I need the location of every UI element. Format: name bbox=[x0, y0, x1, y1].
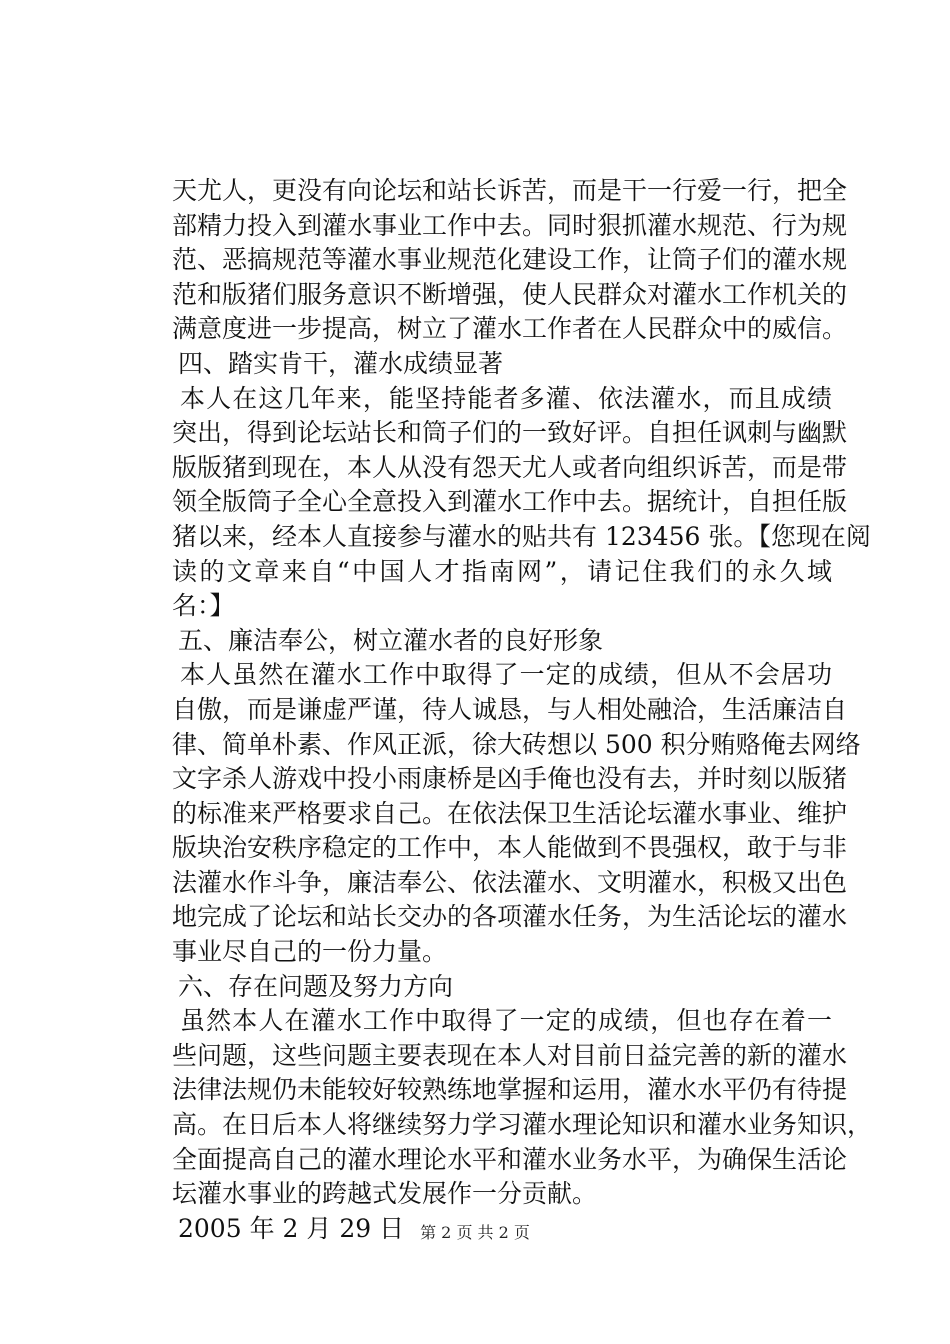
paragraph-line: 猪以来，经本人直接参与灌水的贴共有 123456 张。【您现在阅 bbox=[172, 521, 871, 551]
paragraph-line: 法灌水作斗争，廉洁奉公、依法灌水、文明灌水，积极又出色 bbox=[172, 867, 848, 897]
document-date: 2005 年 2 月 29 日 bbox=[178, 1213, 405, 1243]
paragraph-line: 范和版猪们服务意识不断增强，使人民群众对灌水工作机关的 bbox=[172, 279, 848, 309]
paragraph-line: 地完成了论坛和站长交办的各项灌水任务，为生活论坛的灌水 bbox=[172, 902, 848, 932]
paragraph-line: 文字杀人游戏中投小雨康桥是凶手俺也没有去，并时刻以版猪 bbox=[172, 764, 848, 794]
paragraph-line: 本人虽然在灌水工作中取得了一定的成绩，但从不会居功 bbox=[180, 660, 832, 690]
paragraph-line: 的标准来严格要求自己。在依法保卫生活论坛灌水事业、维护 bbox=[172, 798, 848, 828]
paragraph-line: 全面提高自己的灌水理论水平和灌水业务水平，为确保生活论 bbox=[172, 1144, 848, 1174]
section-heading: 四、踏实肯干，灌水成绩显著 bbox=[178, 348, 504, 378]
paragraph-line: 法律法规仍未能较好较熟练地掌握和运用，灌水水平仍有待提 bbox=[172, 1075, 848, 1105]
paragraph-line: 些问题，这些问题主要表现在本人对目前日益完善的新的灌水 bbox=[172, 1040, 848, 1070]
paragraph-line: 版块治安秩序稳定的工作中，本人能做到不畏强权，敢于与非 bbox=[172, 833, 848, 863]
paragraph-line: 虽然本人在灌水工作中取得了一定的成绩，但也存在着一 bbox=[180, 1006, 832, 1036]
section-heading: 六、存在问题及努力方向 bbox=[178, 971, 454, 1001]
paragraph-line: 读的文章来自“中国人才指南网”，请记住我们的永久域 bbox=[172, 556, 832, 586]
paragraph-line: 事业尽自己的一份力量。 bbox=[172, 937, 448, 967]
document-body bbox=[172, 174, 873, 1246]
paragraph-line: 坛灌水事业的跨越式发展作一分贡献。 bbox=[172, 1179, 598, 1209]
paragraph-line: 版版猪到现在，本人从没有怨天尤人或者向组织诉苦，而是带 bbox=[172, 452, 848, 482]
paragraph-line: 自傲，而是谦虚严谨，待人诚恳，与人相处融洽，生活廉洁自 bbox=[172, 694, 848, 724]
paragraph-line: 部精力投入到灌水事业工作中去。同时狠抓灌水规范、行为规 bbox=[172, 210, 848, 240]
paragraph-line: 名：】 bbox=[172, 591, 235, 621]
paragraph-line: 范、恶搞规范等灌水事业规范化建设工作，让筒子们的灌水规 bbox=[172, 245, 848, 275]
paragraph-line: 领全版筒子全心全意投入到灌水工作中去。据统计，自担任版 bbox=[172, 487, 848, 517]
paragraph-line: 突出，得到论坛站长和筒子们的一致好评。自担任讽刺与幽默 bbox=[172, 418, 848, 448]
paragraph-line: 本人在这几年来，能坚持能者多灌、依法灌水，而且成绩 bbox=[180, 383, 832, 413]
paragraph-line: 天尤人，更没有向论坛和站长诉苦，而是干一行爱一行，把全 bbox=[172, 176, 848, 205]
page-number-footer: 第 2 页 共 2 页 bbox=[420, 1223, 530, 1242]
paragraph-line: 律、简单朴素、作风正派，徐大砖想以 500 积分贿赂俺去网络 bbox=[172, 729, 861, 759]
paragraph-line: 高。在日后本人将继续努力学习灌水理论知识和灌水业务知识， bbox=[172, 1110, 873, 1140]
paragraph-line: 满意度进一步提高，树立了灌水工作者在人民群众中的威信。 bbox=[172, 314, 848, 344]
section-heading: 五、廉洁奉公，树立灌水者的良好形象 bbox=[178, 625, 604, 655]
